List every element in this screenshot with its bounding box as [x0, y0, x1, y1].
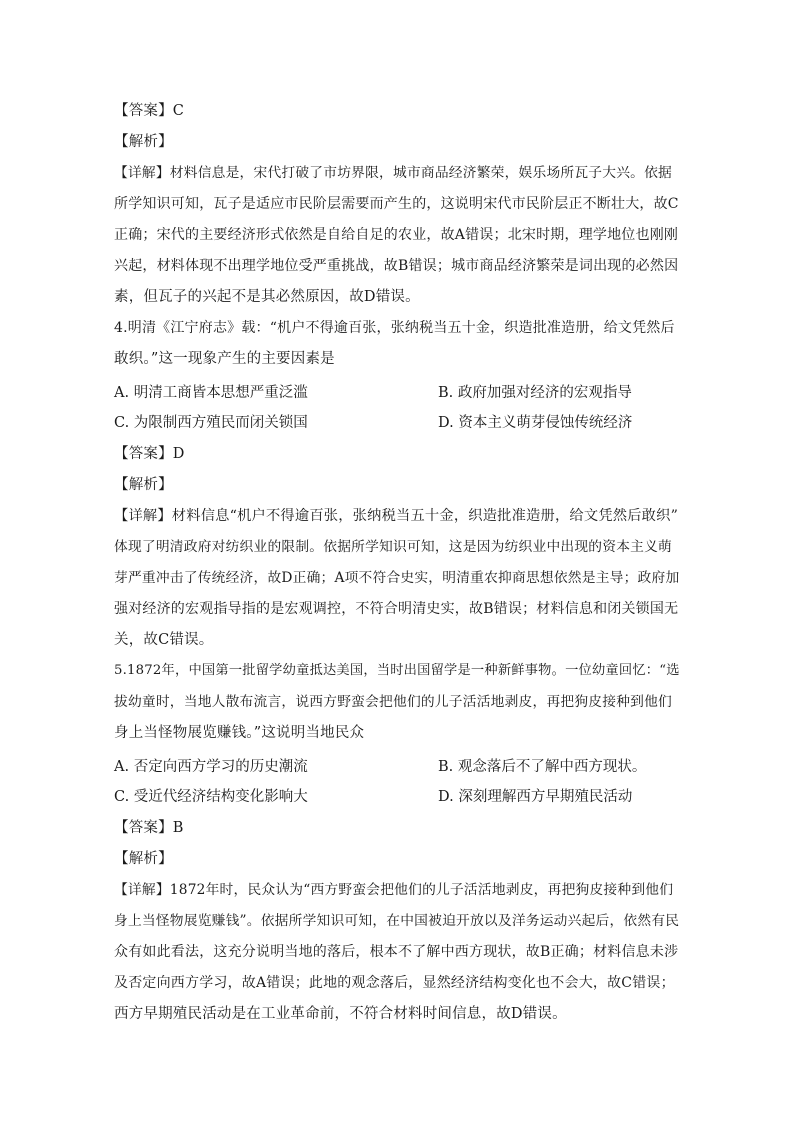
q3-answer: 【答案】C: [114, 103, 185, 119]
q5-option-b: B. 观念落后不了解中西方现状。: [438, 759, 647, 775]
q5-option-c: C. 受近代经济结构变化影响大: [114, 789, 308, 805]
q4-answer: 【答案】D: [114, 446, 185, 462]
q3-detail-line: 所学知识可知，瓦子是适应市民阶层需要而产生的，这说明宋代市民阶层正不断壮大，故C: [114, 196, 679, 212]
q4-analysis-label: 【解析】: [114, 477, 173, 493]
q3-detail-line: 兴起，材料体现不出理学地位受严重挑战，故B错误；城市商品经济繁荣是词出现的必然因: [114, 258, 679, 274]
q4-stem: 4.明清《江宁府志》载：“机户不得逾百张，张纳税当五十金，织造批准造册，给文凭然后: [114, 320, 675, 336]
q5-detail-line: 西方早期殖民活动是在工业革命前，不符合材料时间信息，故D错误。: [114, 1006, 567, 1022]
q5-option-d: D. 深刻理解西方早期殖民活动: [438, 789, 633, 805]
q5-stem: 身上当怪物展览赚钱。”这说明当地民众: [114, 725, 365, 741]
q4-stem: 敢织。”这一现象产生的主要因素是: [114, 351, 335, 367]
q4-detail-line: 芽严重冲击了传统经济，故D正确；A项不符合史实，明清重农抑商思想依然是主导；政府加: [114, 570, 680, 586]
q4-option-b: B. 政府加强对经济的宏观指导: [438, 385, 632, 401]
q4-detail-line: 【详解】材料信息“机户不得逾百张，张纳税当五十金，织造批准造册，给文凭然后敢织”: [114, 508, 679, 524]
q4-detail-line: 体现了明清政府对纺织业的限制。依据所学知识可知，这是因为纺织业中出现的资本主义萌: [114, 539, 673, 555]
q5-option-a: A. 否定向西方学习的历史潮流: [114, 759, 308, 775]
q5-detail-line: 及否定向西方学习，故A错误；此地的观念落后，显然经济结构变化也不会大，故C错误；: [114, 975, 675, 991]
q5-answer: 【答案】B: [114, 820, 184, 836]
q5-detail-line: 众有如此看法，这充分说明当地的落后，根本不了解中西方现状，故B正确；材料信息未涉: [114, 944, 679, 960]
q5-detail-line: 【详解】1872年时，民众认为“西方野蛮会把他们的儿子活活地剥皮，再把狗皮接种到他们: [114, 882, 674, 898]
q5-detail-line: 身上当怪物展览赚钱”。依据所学知识可知，在中国被迫开放以及洋务运动兴起后，依然有民: [114, 913, 680, 929]
q4-option-d: D. 资本主义萌芽侵蚀传统经济: [438, 415, 633, 431]
q5-stem: 拔幼童时，当地人散布流言，说西方野蛮会把他们的儿子活活地剥皮，再把狗皮接种到他们: [114, 694, 673, 710]
q3-detail-line: 素，但瓦子的兴起不是其必然原因，故D错误。: [114, 289, 420, 305]
q4-option-c: C. 为限制西方殖民而闭关锁国: [114, 415, 308, 431]
q3-detail-line: 正确；宋代的主要经济形式依然是自给自足的农业，故A错误；北宋时期，理学地位也刚刚: [114, 227, 679, 243]
q5-stem: 5.1872年，中国第一批留学幼童抵达美国，当时出国留学是一种新鲜事物。一位幼童回忆：“选: [114, 663, 680, 678]
q3-analysis-label: 【解析】: [114, 134, 173, 150]
q5-analysis-label: 【解析】: [114, 851, 173, 867]
q4-detail-line: 关，故C错误。: [114, 632, 214, 648]
q4-detail-line: 强对经济的宏观指导指的是宏观调控，不符合明清史实，故B错误；材料信息和闭关锁国无: [114, 601, 679, 617]
q4-option-a: A. 明清工商皆本思想严重泛滥: [114, 385, 308, 401]
q3-detail-line: 【详解】材料信息是，宋代打破了市坊界限，城市商品经济繁荣，娱乐场所瓦子大兴。依据: [114, 165, 673, 181]
